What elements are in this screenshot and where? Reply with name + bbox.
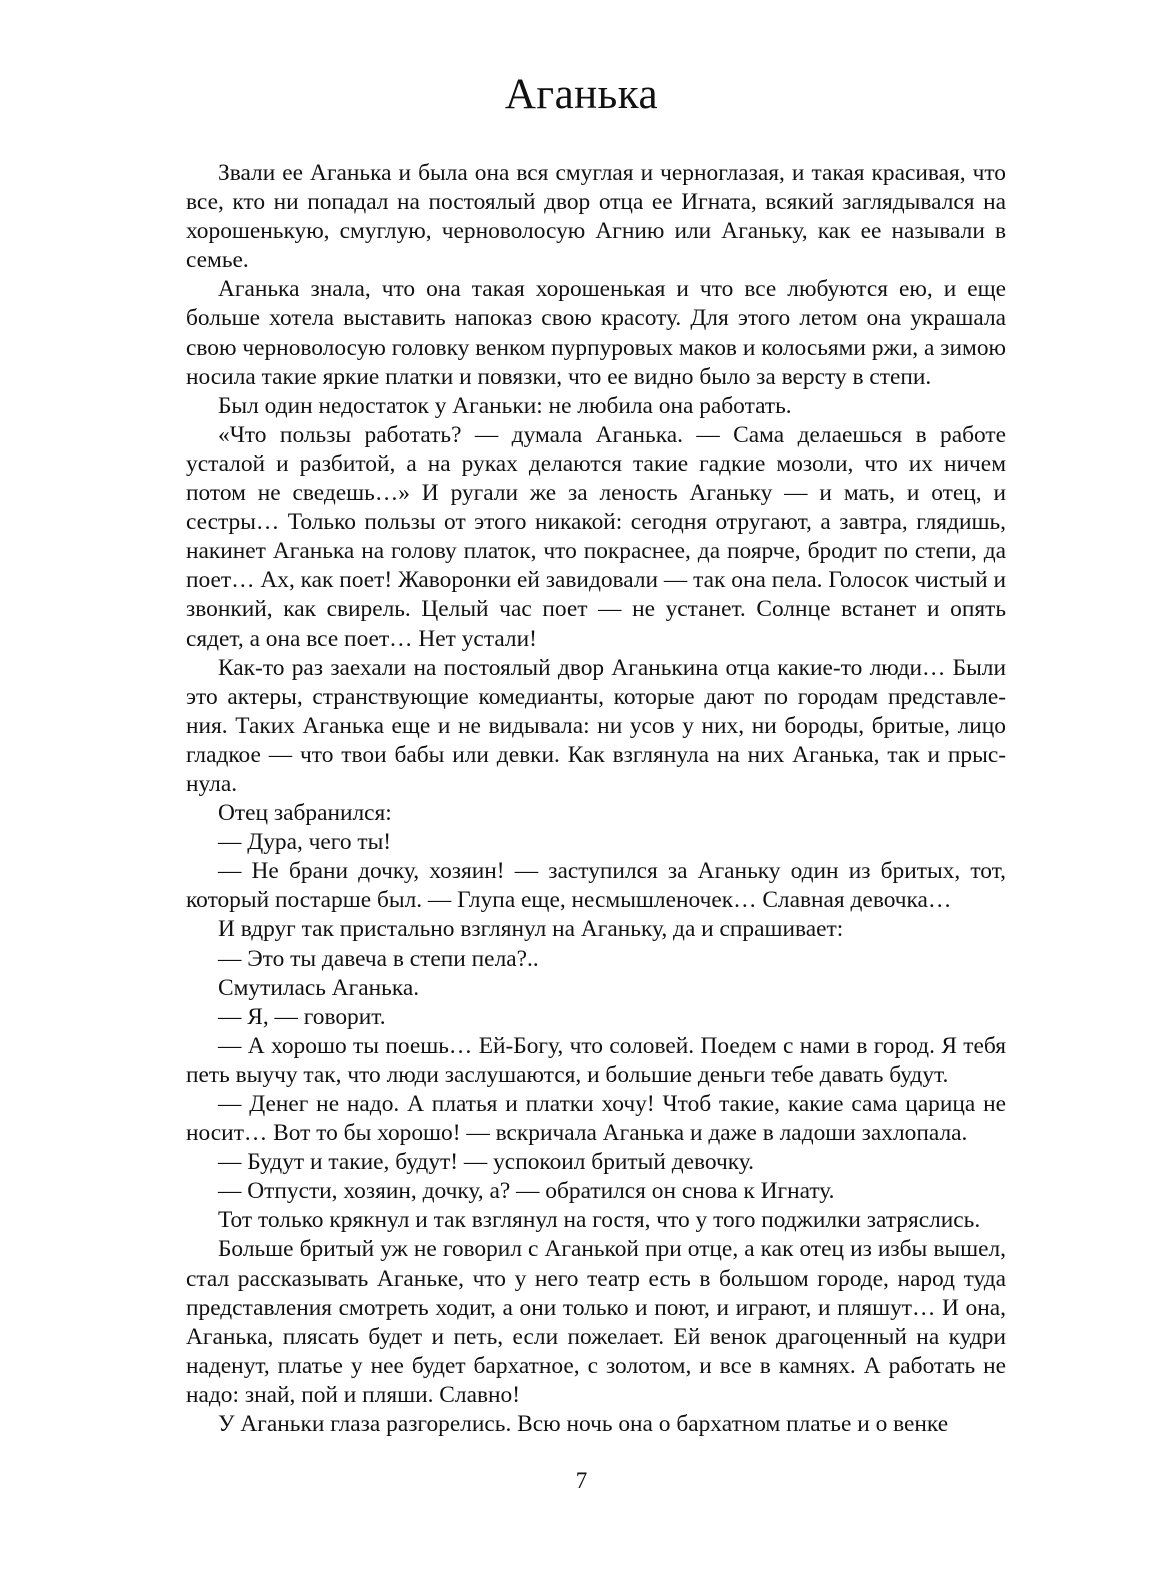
paragraph: — Я, — говорит.	[218, 1003, 386, 1030]
paragraph: — Это ты давеча в степи пела?..	[218, 945, 539, 972]
paragraph: Как-то раз заехали на постоялый двор Аганькина отца какие-то люди… Были это актеры, странствующие комедианты, которые дают по городам представления. Таких Аганька еще и не видывала: ни усов у них, ни бороды, бритые, лицо гладкое — что твои бабы или девки. Как взглянула на них Аганька, так и прыснула.	[186, 654, 1006, 797]
chapter-body	[186, 159, 1006, 1439]
paragraph: И вдруг так пристально взглянул на Аганьку, да и спрашивает:	[218, 916, 844, 943]
paragraph: Аганька знала, что она такая хорошенькая и что все любуются ею, и еще больше хотела выставить напоказ свою красоту. Для этого летом она украшала свою черноволосую головку венком пурпуровых маков и колосьями ржи, а зимою носила такие яркие платки и повязки, что ее видно было за версту в степи.	[186, 276, 1006, 390]
paragraph: У Аганьки глаза разгорелись. Всю ночь она о бархатном платье и о венке	[218, 1411, 949, 1438]
paragraph: Был один недостаток у Аганьки: не любила она работать.	[218, 392, 792, 419]
paragraph: Отец забранился:	[218, 800, 392, 827]
paragraph: — Отпусти, хозяин, дочку, а? — обратился он снова к Игнату.	[218, 1178, 835, 1205]
paragraph: «Что пользы работать? — думала Аганька. — Сама делаешься в работе усталой и разбитой, а на руках делаются такие гадкие мозоли, что их ничем потом не сведешь…» И ругали же за леность Аганьку — и мать, и отец, и сестры… Только пользы от этого никакой: сегодня отругают, а завтра, глядишь, накинет Аганька на голову платок, что покраснее, да поярче, бродит по степи, да поет… Ах, как поет! Жаворонки ей завидовали — так она пела. Голосок чистый и звонкий, как свирель. Целый час поет — не устанет. Солнце встанет и опять сядет, а она все поет… Нет устали!	[186, 421, 1006, 652]
paragraph: — Будут и такие, будут! — успокоил бритый девочку.	[218, 1149, 754, 1176]
paragraph: — Не брани дочку, хозяин! — заступился за Аганьку один из бритых, тот, который постарше был. — Глупа еще, несмышленочек… Славная девочка…	[186, 858, 1006, 914]
chapter-title: Аганька	[504, 71, 659, 118]
paragraph: Тот только крякнул и так взглянул на гостя, что у того поджилки затряслись.	[218, 1207, 981, 1234]
paragraph: Смутилась Аганька.	[218, 974, 420, 1001]
page-number: 7	[575, 1468, 588, 1493]
paragraph: — Дура, чего ты!	[218, 829, 392, 856]
paragraph: — Денег не надо. А платья и платки хочу! Чтоб такие, какие сама царица не носит… Вот то бы хорошо! — вскричала Аганька и даже в ладоши захлопала.	[186, 1091, 1006, 1147]
paragraph: Звали ее Аганька и была она вся смуглая и черноглазая, и такая красивая, что все, кто ни попадал на постоялый двор отца ее Игната, всякий заглядывался на хорошенькую, смуглую, черноволосую Агнию или Аганьку, как ее называли в семье.	[186, 160, 1006, 274]
paragraph: — А хорошо ты поешь… Ей-Богу, что соловей. Поедем с нами в город. Я тебя петь выучу так, что люди заслушаются, и большие деньги тебе давать будут.	[186, 1032, 1006, 1088]
paragraph: Больше бритый уж не говорил с Аганькой при отце, а как отец из избы вышел, стал рассказывать Аганьке, что у него театр есть в большом городе, народ туда представления смотреть ходит, а они только и поют, и играют, и пляшут… И она, Аганька, плясать будет и петь, если пожелает. Ей венок драгоценный на кудри наденут, платье у нее будет бархатное, с золотом, и все в камнях. А работать не надо: знай, пой и пляши. Славно!	[186, 1236, 1006, 1408]
